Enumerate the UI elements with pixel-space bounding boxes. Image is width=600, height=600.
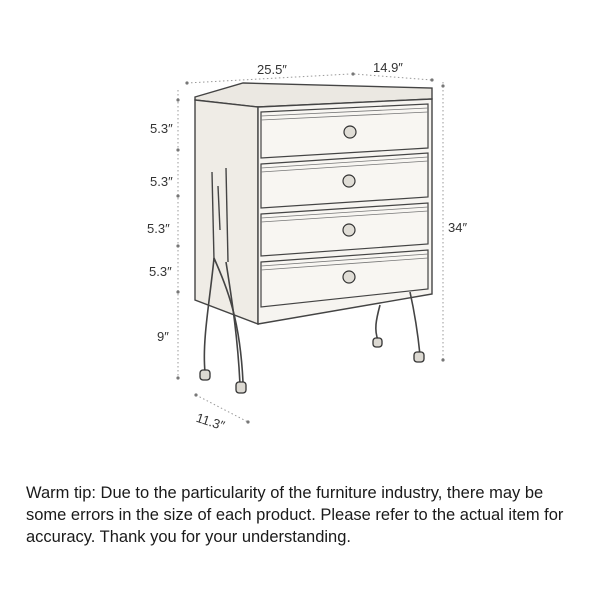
warm-tip-text: Warm tip: Due to the particularity of the furniture industry, there may be some errors in the size of each product. Please refer to the actual item for accuracy. Thank you for your understanding. — [26, 484, 564, 546]
depth-label: 14.9″ — [373, 60, 403, 75]
total-height-label: 34″ — [448, 220, 468, 235]
drawer4-height-label: 5.3″ — [149, 264, 172, 279]
drawer1-height-label: 5.3″ — [150, 121, 173, 136]
base-depth-label: 11.3″ — [194, 410, 227, 434]
casters — [200, 338, 424, 393]
width-label: 25.5″ — [257, 62, 287, 77]
leg-height-label: 9″ — [157, 329, 169, 344]
drawer2-height-label: 5.3″ — [150, 174, 173, 189]
drawer3-height-label: 5.3″ — [147, 221, 170, 236]
